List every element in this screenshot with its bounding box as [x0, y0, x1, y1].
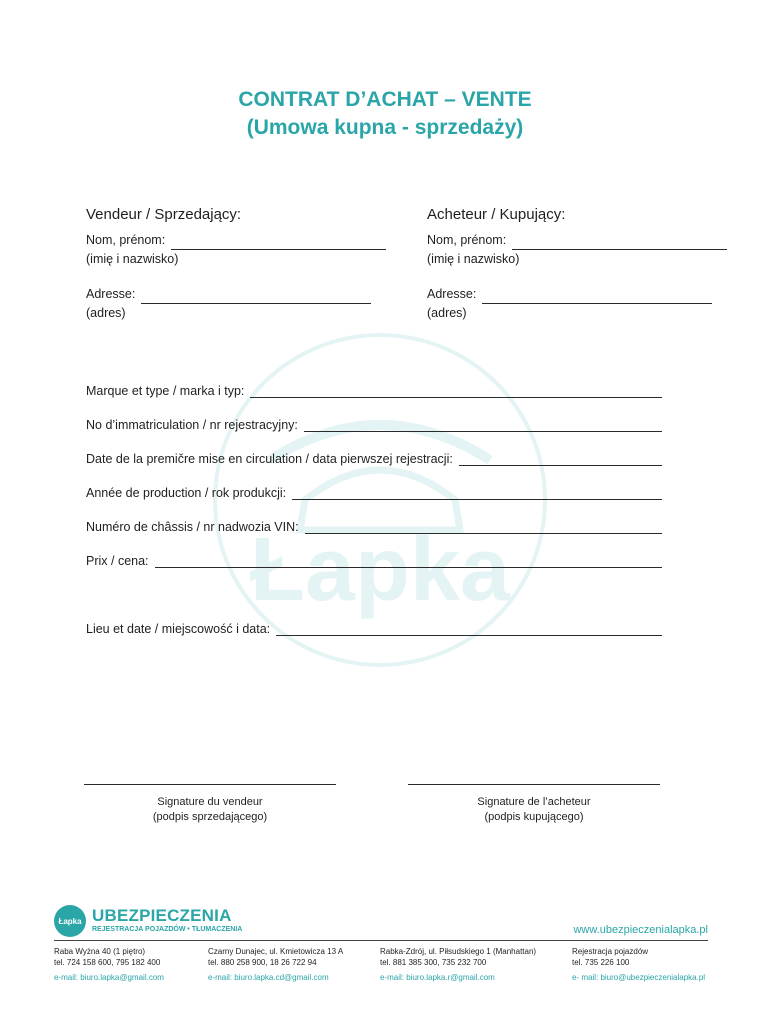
- office-4: [572, 946, 705, 983]
- production-year-label: Année de production / rok produkcji:: [86, 486, 287, 500]
- place-date-field[interactable]: [276, 623, 662, 636]
- office-2-email[interactable]: e-mail: biuro.lapka.cd@gmail.com: [208, 973, 329, 982]
- price-field[interactable]: [155, 555, 662, 568]
- watermark-text: Łapka: [249, 520, 511, 620]
- first-registration-label: Date de la premičre mise en circulation / data pierwszej rejestracji:: [86, 452, 453, 466]
- seller-address-field[interactable]: [141, 290, 371, 304]
- buyer-address-label: Adresse:: [427, 287, 477, 301]
- brand-row: [86, 384, 662, 398]
- buyer-signature-sublabel: (podpis kupującego): [484, 811, 584, 823]
- seller-signature-caption: [84, 795, 336, 825]
- seller-name-row: [86, 231, 386, 250]
- office-3: [380, 946, 536, 983]
- buyer-signature-caption: [408, 795, 660, 825]
- seller-section: [86, 206, 386, 323]
- office-2-address: Czarny Dunajec, ul. Kmietowicza 13 A: [208, 947, 344, 956]
- seller-signature-label: Signature du vendeur: [157, 796, 263, 808]
- seller-heading: Vendeur / Sprzedający:: [86, 206, 242, 223]
- price-label: Prix / cena:: [86, 554, 149, 568]
- buyer-address-row: [427, 285, 727, 304]
- production-year-field[interactable]: [292, 487, 662, 500]
- office-4-email[interactable]: e- mail: biuro@ubezpieczenialapka.pl: [572, 973, 706, 982]
- brand-label: Marque et type / marka i typ:: [86, 384, 245, 398]
- vin-field[interactable]: [305, 521, 662, 534]
- registration-label: No d’immatriculation / nr rejestracyjny:: [86, 418, 298, 432]
- registration-row: [86, 418, 662, 432]
- seller-address-label: Adresse:: [86, 287, 136, 301]
- office-2-phone: tel. 880 258 900, 18 26 722 94: [208, 958, 317, 967]
- office-3-address: Rabka-Zdrój, ul. Piłsudskiego 1 (Manhattan): [380, 947, 537, 956]
- buyer-signature-label: Signature de l’acheteur: [477, 796, 591, 808]
- first-registration-row: [86, 452, 662, 466]
- company-logo: [54, 904, 294, 938]
- seller-name-label: Nom, prénom:: [86, 233, 166, 247]
- place-date-row: [86, 622, 662, 636]
- buyer-address-sub: (adres): [427, 306, 467, 320]
- buyer-name-sub: (imię i nazwisko): [427, 252, 520, 266]
- document-title: [0, 86, 770, 142]
- price-row: [86, 554, 662, 568]
- office-1: [54, 946, 164, 983]
- office-2: [208, 946, 343, 983]
- buyer-signature-line[interactable]: [408, 784, 660, 785]
- seller-address-sub: (adres): [86, 306, 126, 320]
- brand-field[interactable]: [250, 385, 662, 398]
- seller-signature-sublabel: (podpis sprzedającego): [152, 811, 268, 823]
- buyer-section: [427, 206, 727, 323]
- buyer-heading: Acheteur / Kupujący:: [427, 206, 566, 223]
- seller-name-sub: (imię i nazwisko): [86, 252, 179, 266]
- footer-divider: [54, 940, 708, 941]
- watermark-logo: [210, 330, 550, 670]
- place-date-label: Lieu et date / miejscowość i data:: [86, 622, 271, 636]
- registration-field[interactable]: [304, 419, 662, 432]
- office-1-address: Raba Wyżna 40 (1 piętro): [54, 947, 146, 956]
- office-4-phone: tel. 735 226 100: [572, 958, 630, 967]
- seller-name-field[interactable]: [171, 236, 386, 250]
- website-link[interactable]: www.ubezpieczenialapka.pl: [573, 924, 708, 936]
- logo-badge-icon: Łapka: [54, 905, 86, 937]
- logo-sub-text: REJESTRACJA POJAZDÓW • TŁUMACZENIA: [92, 926, 243, 933]
- office-3-phone: tel. 881 385 300, 735 232 700: [380, 958, 487, 967]
- buyer-name-row: [427, 231, 727, 250]
- production-year-row: [86, 486, 662, 500]
- seller-signature-line[interactable]: [84, 784, 336, 785]
- buyer-name-label: Nom, prénom:: [427, 233, 507, 247]
- office-3-email[interactable]: e-mail: biuro.lapka.r@gmail.com: [380, 973, 495, 982]
- logo-main-text: UBEZPIECZENIA: [92, 906, 232, 925]
- title-line-2: (Umowa kupna - sprzedaży): [246, 116, 524, 139]
- office-1-email[interactable]: e-mail: biuro.lapka@gmail.com: [54, 973, 164, 982]
- office-4-address: Rejestracja pojazdów: [572, 947, 649, 956]
- seller-address-row: [86, 285, 386, 304]
- title-line-1: CONTRAT D’ACHAT – VENTE: [238, 88, 532, 111]
- first-registration-field[interactable]: [459, 453, 662, 466]
- buyer-address-field[interactable]: [482, 290, 712, 304]
- buyer-name-field[interactable]: [512, 236, 727, 250]
- office-1-phone: tel. 724 158 600, 795 182 400: [54, 958, 161, 967]
- vin-label: Numéro de châssis / nr nadwozia VIN:: [86, 520, 299, 534]
- vin-row: [86, 520, 662, 534]
